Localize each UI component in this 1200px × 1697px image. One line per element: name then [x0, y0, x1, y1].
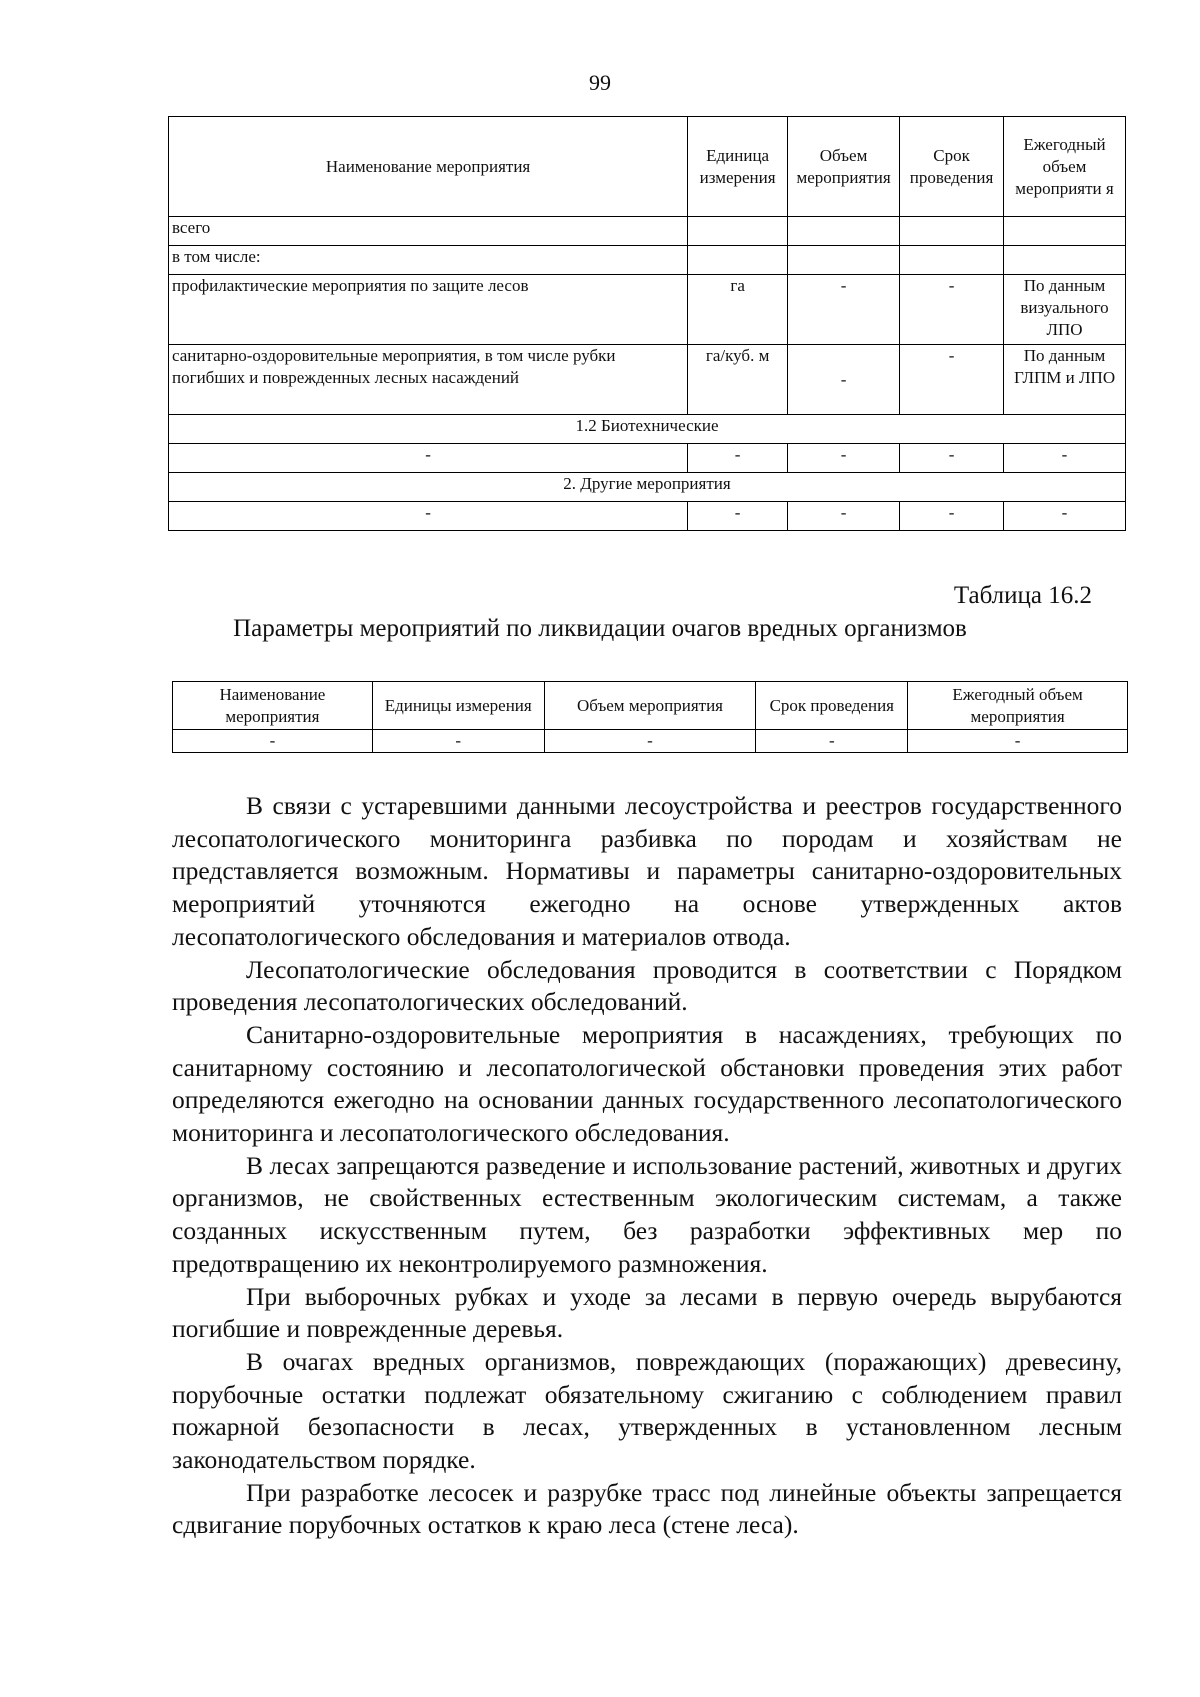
cell-unit: - — [688, 502, 788, 531]
cell-volume: - — [788, 444, 900, 473]
measures-table — [168, 116, 1126, 531]
cell-annual: - — [1004, 502, 1126, 531]
section-row — [169, 473, 1126, 502]
cell-unit: га/куб. м — [688, 345, 788, 415]
body-text — [172, 790, 1122, 1542]
header-unit: Единица измерения — [688, 117, 788, 217]
table-header-row — [169, 117, 1126, 217]
cell-annual: По данным ГЛПМ и ЛПО — [1004, 345, 1126, 415]
cell-term: - — [900, 275, 1004, 345]
cell-annual — [1004, 246, 1126, 275]
cell-term: - — [900, 444, 1004, 473]
table-row — [173, 730, 1128, 753]
cell-volume — [788, 246, 900, 275]
cell-name: профилактические мероприятия по защите лесов — [169, 275, 688, 345]
header-annual: Ежегодный объем мероприяти я — [1004, 117, 1126, 217]
table-row — [169, 502, 1126, 531]
cell-name: - — [173, 730, 373, 753]
cell-term: - — [900, 502, 1004, 531]
cell-name: санитарно-оздоровительные мероприятия, в том числе рубки погибших и поврежденных лесных насаждений — [169, 345, 688, 415]
cell-unit: га — [688, 275, 788, 345]
paragraph: В связи с устаревшими данными лесоустройства и реестров государственного лесопатологического мониторинга разбивка по породам и хозяйствам не представляется возможным. Нормативы и параметры санитарно-оздоровительных мероприятий уточняются ежегодно на основе утвержденных актов лесопатологического обследования и материалов отвода. — [172, 791, 1122, 951]
header-volume: Объем мероприятия — [788, 117, 900, 217]
table-row — [169, 444, 1126, 473]
cell-term: - — [756, 730, 908, 753]
cell-volume: - — [788, 345, 900, 415]
cell-name: - — [169, 502, 688, 531]
cell-volume: - — [788, 502, 900, 531]
cell-volume: - — [544, 730, 756, 753]
cell-unit: - — [688, 444, 788, 473]
cell-name: всего — [169, 217, 688, 246]
cell-name: в том числе: — [169, 246, 688, 275]
pest-measures-table — [172, 681, 1128, 753]
paragraph: При выборочных рубках и уходе за лесами в первую очередь вырубаются погибшие и поврежденные деревья. — [172, 1281, 1122, 1344]
header-name: Наименование мероприятия — [169, 117, 688, 217]
header-name: Наименование мероприятия — [173, 682, 373, 730]
table-header-row — [173, 682, 1128, 730]
header-unit: Единицы измерения — [372, 682, 544, 730]
paragraph: При разработке лесосек и разрубке трасс под линейные объекты запрещается сдвигание порубочных остатков к краю леса (стене леса). — [172, 1477, 1122, 1540]
cell-annual: - — [1004, 444, 1126, 473]
section-biotech: 1.2 Биотехнические — [169, 415, 1126, 444]
cell-volume — [788, 217, 900, 246]
paragraph: Лесопатологические обследования проводится в соответствии с Порядком проведения лесопатологических обследований. — [172, 954, 1122, 1017]
cell-unit — [688, 246, 788, 275]
table-title: Параметры мероприятий по ликвидации очагов вредных организмов — [233, 615, 967, 642]
cell-annual — [1004, 217, 1126, 246]
table-row — [169, 246, 1126, 275]
cell-term — [900, 246, 1004, 275]
cell-unit: - — [372, 730, 544, 753]
header-annual: Ежегодный объем мероприятия — [908, 682, 1128, 730]
table-caption: Таблица 16.2 — [953, 582, 1092, 609]
page-number: 99 — [589, 70, 611, 95]
table-row — [169, 345, 1126, 415]
paragraph: В лесах запрещаются разведение и использование растений, животных и других организмов, не свойственных естественным экологическим системам, а также созданных искусственным путем, без разработки эффективных мер по предотвращению их неконтролируемого размножения. — [172, 1150, 1122, 1278]
section-other: 2. Другие мероприятия — [169, 473, 1126, 502]
cell-term — [900, 217, 1004, 246]
table-row — [169, 275, 1126, 345]
cell-volume: - — [788, 275, 900, 345]
paragraph: Санитарно-оздоровительные мероприятия в насаждениях, требующих по санитарному состоянию и лесопатологической обстановки проведения этих работ определяются ежегодно на основании данных государственного лесопатологического мониторинга и лесопатологического обследования. — [172, 1019, 1122, 1148]
cell-annual: - — [908, 730, 1128, 753]
cell-name: - — [169, 444, 688, 473]
header-term: Срок проведения — [900, 117, 1004, 217]
table-row — [169, 217, 1126, 246]
cell-unit — [688, 217, 788, 246]
header-volume: Объем мероприятия — [544, 682, 756, 730]
cell-annual: По данным визуального ЛПО — [1004, 275, 1126, 345]
cell-term: - — [900, 345, 1004, 415]
paragraph: В очагах вредных организмов, повреждающих (поражающих) древесину, порубочные остатки подлежат обязательному сжиганию с соблюдением правил пожарной безопасности в лесах, утвержденных в установленном лесным законодательством порядке. — [172, 1346, 1122, 1475]
header-term: Срок проведения — [756, 682, 908, 730]
section-row — [169, 415, 1126, 444]
